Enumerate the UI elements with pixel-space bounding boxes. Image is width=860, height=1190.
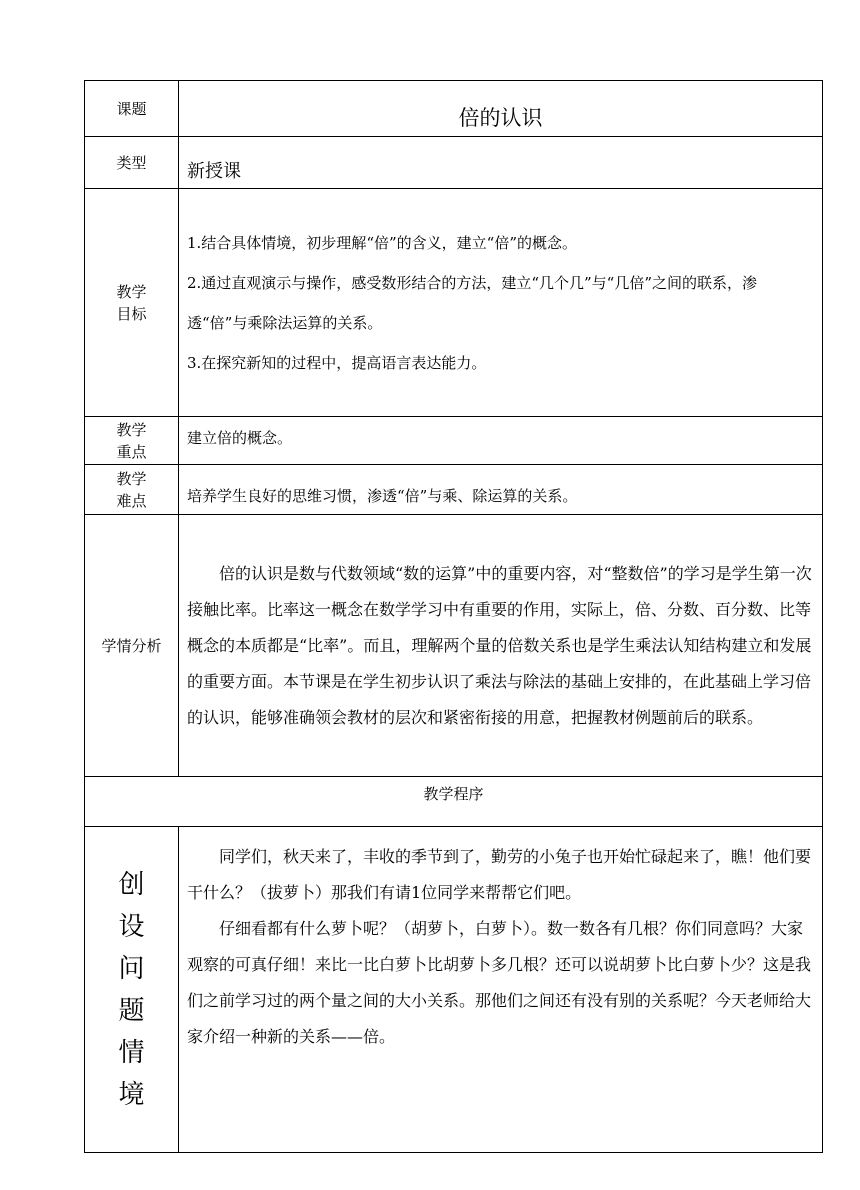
scenario-label-char: 创 — [118, 869, 145, 900]
scenario-paragraph: 仔细看都有什么萝卜呢？（胡萝卜，白萝卜）。数一数各有几根？你们同意吗？大家观察的可真仔细！来比一比白萝卜比胡萝卜多几根？还可以说胡萝卜比白萝卜少？这是我们之前学习过的两个量之间的大小关系。那他们之间还有没有别的关系呢？今天老师给大家介绍一种新的关系——倍。 — [187, 919, 812, 1046]
key-points-label — [85, 417, 179, 465]
type-value: 新授课 — [179, 137, 823, 189]
procedure-row — [85, 777, 823, 827]
analysis-row — [85, 515, 823, 777]
goals-label-line2: 目标 — [116, 304, 147, 323]
type-row — [85, 137, 823, 189]
difficulties-label — [85, 465, 179, 515]
difficulties-row — [85, 465, 823, 515]
key-points-value: 建立倍的概念。 — [179, 417, 823, 465]
goals-content — [179, 189, 823, 417]
analysis-label: 学情分析 — [85, 515, 179, 777]
scenario-label-char: 境 — [118, 1079, 145, 1110]
scenario-label — [85, 827, 179, 1153]
topic-label: 课题 — [85, 81, 179, 137]
lesson-title: 倍的认识 — [179, 81, 823, 137]
analysis-text: 倍的认识是数与代数领域“数的运算”中的重要内容，对“整数倍”的学习是学生第一次接触比率。比率这一概念在数学学习中有重要的作用，实际上，倍、分数、百分数、比等概念的本质都是“比率”。而且，理解两个量的倍数关系也是学生乘法认知结构建立和发展的重要方面。本节课是在学生初步认识了乘法与除法的基础上安排的，在此基础上学习倍的认识，能够准确领会教材的层次和紧密衔接的用意，把握教材例题前后的联系。 — [187, 563, 812, 727]
key-points-label-line2: 重点 — [116, 442, 147, 461]
scenario-label-char: 题 — [118, 995, 145, 1026]
scenario-label-char: 设 — [118, 911, 145, 942]
difficulties-value: 培养学生良好的思维习惯，渗透“倍”与乘、除运算的关系。 — [179, 465, 823, 515]
goal-item: 1.结合具体情境，初步理解“倍”的含义，建立“倍”的概念。 — [187, 233, 577, 252]
goals-label-line1: 教学 — [116, 282, 147, 301]
topic-row — [85, 81, 823, 137]
procedure-label: 教学程序 — [85, 777, 823, 827]
goal-item: 3.在探究新知的过程中，提高语言表达能力。 — [187, 353, 487, 372]
goals-label — [85, 189, 179, 417]
scenario-row — [85, 827, 823, 1153]
key-points-label-line1: 教学 — [116, 420, 147, 439]
difficulties-label-line2: 难点 — [116, 491, 147, 510]
analysis-content — [179, 515, 823, 777]
lesson-plan-table — [84, 80, 823, 1153]
scenario-paragraph: 同学们，秋天来了，丰收的季节到了，勤劳的小兔子也开始忙碌起来了，瞧！他们要干什么？（拔萝卜）那我们有请1位同学来帮帮它们吧。 — [187, 847, 812, 902]
scenario-content — [179, 827, 823, 1153]
goal-item: 2.通过直观演示与操作，感受数形结合的方法，建立“几个几”与“几倍”之间的联系，渗透“倍”与乘除法运算的关系。 — [187, 273, 757, 332]
type-label: 类型 — [85, 137, 179, 189]
scenario-label-char: 情 — [118, 1037, 145, 1068]
key-points-row — [85, 417, 823, 465]
goals-row — [85, 189, 823, 417]
scenario-label-char: 问 — [118, 953, 145, 984]
difficulties-label-line1: 教学 — [116, 469, 147, 488]
